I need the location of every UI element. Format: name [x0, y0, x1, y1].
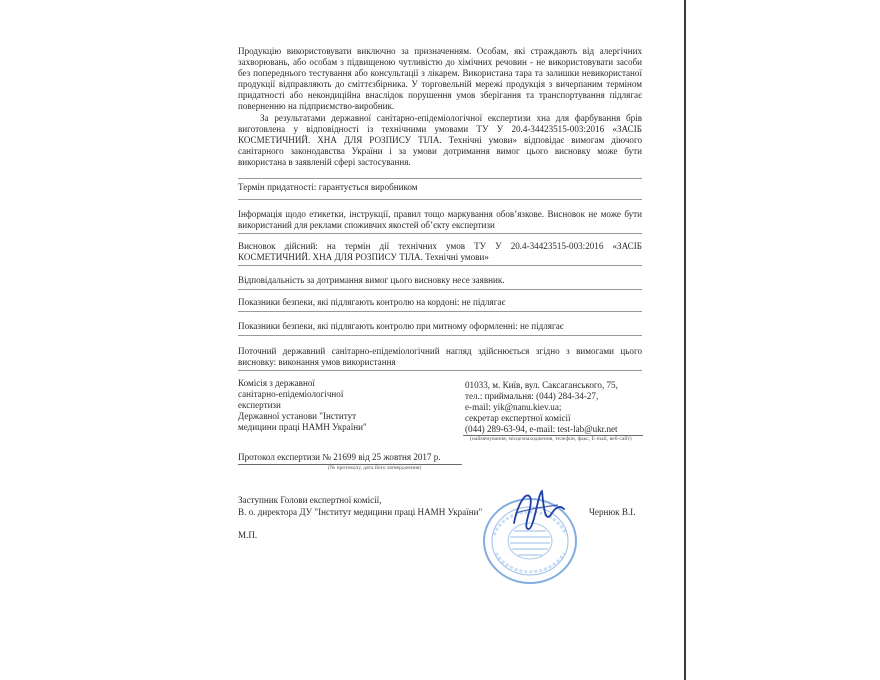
scan-edge-line: [684, 0, 686, 680]
validity-text: Висновок дійсний: на термін дії технічних умов ТУ У 20.4-34423515-003:2016 «ЗАСІБ КОСМЕТИЧНИЙ. ХНА ДЛЯ РОЗПИСУ ТІЛА. Технічні умови»: [238, 241, 642, 263]
signature-icon: [508, 483, 568, 543]
divider: [238, 335, 642, 336]
border-control-text: Показники безпеки, які підлягають контролю на кордоні: не підлягає: [238, 297, 506, 307]
shelf-life-text: Термін придатності: гарантується виробником: [238, 182, 418, 192]
divider: [238, 265, 642, 266]
signatory-position: Заступник Голови експертної комісії,: [238, 495, 382, 505]
divider: [238, 178, 642, 179]
responsibility-text: Відповідальність за дотримання вимог цього висновку несе заявник.: [238, 275, 505, 285]
divider: [238, 233, 642, 234]
divider: [238, 370, 642, 371]
signatory-name: Чернюк В.І.: [589, 507, 636, 517]
seal-label: М.П.: [238, 530, 258, 540]
labeling-text: Інформація щодо етикетки, інструкції, правил тощо маркування обов’язкове. Висновок не може бути використаний для реклами споживчих якостей об’єкту експертизи: [238, 209, 642, 231]
divider: [238, 311, 642, 312]
supervision-text: Поточний державний санітарно-епідеміологічний нагляд здійснюється згідно з вимогами цього висновку: виконання умов використання: [238, 346, 642, 368]
protocol-caption: (№ протоколу, дата його затвердження): [328, 465, 422, 471]
divider: [238, 289, 642, 290]
customs-control-text: Показники безпеки, які підлягають контролю при митному оформленні: не підлягає: [238, 321, 564, 331]
protocol-line: Протокол експертизи № 21699 від 25 жовтня 2017 р.: [238, 452, 441, 462]
signatory-organization: В. о. директора ДУ "Інститут медицини праці НАМН України": [238, 507, 483, 517]
divider: [238, 199, 642, 200]
contacts-caption: (найменування, місцезнаходження, телефон, факс, E-mail, веб-сайт): [470, 436, 632, 442]
conclusion-paragraph: За результатами державної санітарно-епідеміологічної експертизи хна для фарбування брів виготовлена у відповідності із технічними умовами ТУ У 20.4-34423515-003:2016 «ЗАСІБ КОСМЕТИЧНИЙ. ХНА ДЛЯ РОЗПИСУ ТІЛА. Технічні умови» відповідає вимогам діючого санітарного законодавства України і за умови дотримання вимог цього висновку може бути використана в заявленій сфері застосування.: [238, 113, 642, 168]
usage-paragraph: Продукцію використовувати виключно за призначенням. Особам, які страждають від алергічних захворювань, або особам з підвищеною чутливістю до хімічних речовин - не використовувати засоби без попереднього тестування або консультації з лікарем. Використана тара та залишки невикористаної продукції відправляють до сміттєзбірника. У торговельній мережі продукція з вичерпаним терміном придатності або некондиційна внаслідок порушення умов зберігання та транспортування підлягає поверненню на підприємство-виробник.: [238, 46, 642, 112]
